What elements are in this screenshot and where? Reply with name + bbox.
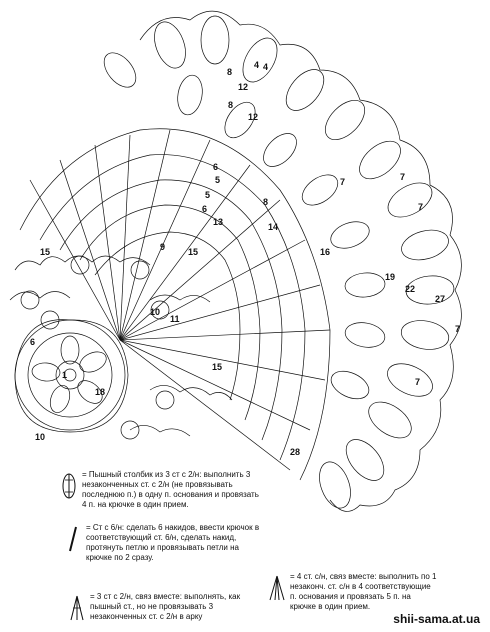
round-number: 8 [227, 67, 233, 77]
round-number: 13 [213, 217, 224, 227]
round-number: 22 [405, 284, 416, 294]
round-number: 6 [202, 204, 208, 214]
legend-item-cluster-3 [68, 592, 248, 624]
round-number: 28 [290, 447, 301, 457]
leaf-motifs [98, 16, 455, 512]
scallop-arches [10, 256, 232, 436]
round-number: 7 [340, 177, 346, 187]
legend-item-cluster-4 [268, 572, 438, 612]
round-number: 5 [205, 190, 211, 200]
round-number: 15 [188, 247, 199, 257]
round-number: 1 [62, 370, 68, 380]
cluster-stitch-icon [268, 572, 286, 604]
round-number: 7 [400, 172, 406, 182]
round-number: 6 [213, 162, 219, 172]
round-number: 8 [263, 197, 269, 207]
round-number: 7 [415, 377, 421, 387]
round-number: 12 [248, 112, 259, 122]
outer-scallop-edge [140, 11, 461, 511]
round-number: 15 [212, 362, 223, 372]
round-number: 16 [320, 247, 331, 257]
round-number: 7 [455, 324, 461, 334]
round-number: 4 [254, 60, 260, 70]
small-motifs [21, 256, 174, 439]
round-number: 18 [95, 387, 106, 397]
round-number: 9 [160, 242, 166, 252]
legend-text: = Пышный столбик из 3 ст с 2/н: выполнить 3 незаконченных ст. с 2/н (не провязывать последнюю п.) в одну п. основания и провязать 4 п. на крючке в один прием. [82, 470, 259, 509]
puff-stitch-icon [60, 470, 78, 502]
legend-text: = Ст с 6/н: сделать 6 накидов, ввести крючок в соответствующий ст. 6/н, сделать накид, протянуть петлю и провязывать петли на крючке по 2 сразу. [86, 523, 260, 562]
legend-item-puff-stitch [60, 470, 260, 510]
legend-text: = 3 ст с 2/н, связ вместе: выполнять, как пышный ст., но не провязывать 3 незаконченных ст. с 2/н в арку [90, 592, 241, 621]
round-number: 19 [385, 272, 396, 282]
round-number: 5 [215, 175, 221, 185]
fan-arcs [20, 129, 330, 480]
round-number: 8 [228, 100, 234, 110]
round-number: 27 [435, 294, 446, 304]
site-watermark: shii-sama.at.ua [393, 612, 480, 626]
round-number: 11 [170, 314, 180, 324]
tall-stitch-icon [64, 523, 82, 555]
round-number: 7 [418, 202, 424, 212]
round-number: 15 [40, 247, 51, 257]
legend-text: = 4 ст. с/н, связ вместе: выполнить по 1 незаконч. ст. с/н в 4 соответствующие п. основания и провязать 5 п. на крючке в один прием. [290, 572, 437, 611]
round-number: 14 [268, 222, 279, 232]
round-number: 6 [30, 337, 36, 347]
round-number: 10 [35, 432, 46, 442]
legend-item-treble-6 [64, 523, 264, 563]
round-number: 4 [263, 62, 269, 72]
round-number: 12 [238, 82, 249, 92]
round-number: 10 [150, 307, 161, 317]
cluster-3-icon [68, 592, 86, 624]
